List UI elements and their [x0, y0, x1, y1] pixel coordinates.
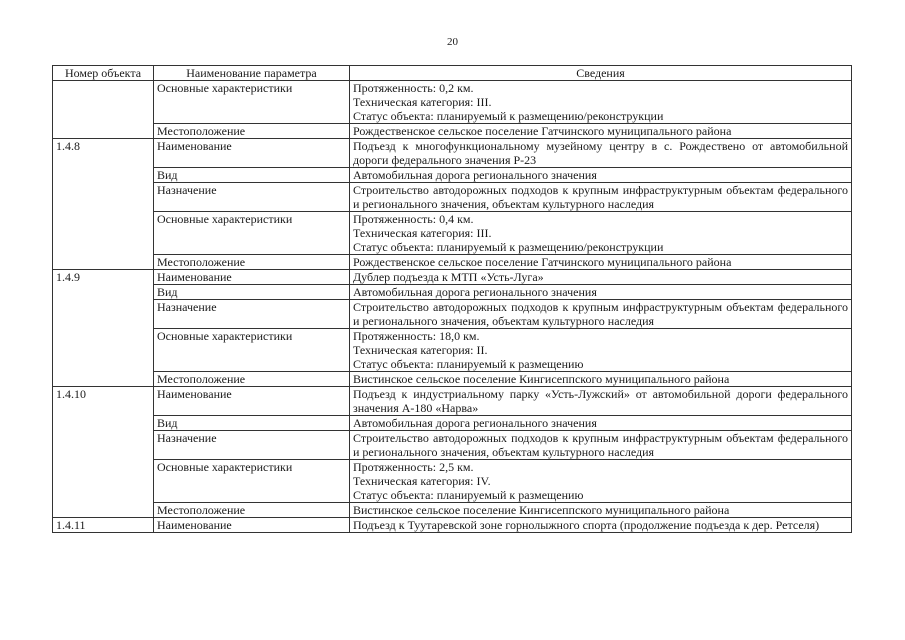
parameter-name-cell: Основные характеристики	[154, 460, 350, 503]
details-cell	[350, 503, 852, 518]
table-row	[53, 212, 852, 255]
details-line: Подъезд к Туутаревской зоне горнолыжного спорта (продолжение подъезда к дер. Ретселя)	[353, 518, 820, 532]
details-line: Подъезд к индустриальному парку «Усть-Лужский» от автомобильной дороги федерального значения А-180 «Нарва»	[353, 387, 848, 415]
table-row	[53, 460, 852, 503]
details-line: Автомобильная дорога регионального значения	[353, 168, 597, 182]
parameter-name-cell: Местоположение	[154, 124, 350, 139]
details-line: Строительство автодорожных подходов к крупным инфраструктурным объектам федерального и регионального значения, объектам культурного наследия	[353, 431, 848, 459]
table-body	[53, 81, 852, 533]
details-cell	[350, 255, 852, 270]
table-header-row	[53, 66, 852, 81]
parameter-name-cell: Назначение	[154, 431, 350, 460]
header-parameter-name: Наименование параметра	[154, 66, 350, 81]
table-row	[53, 431, 852, 460]
page-number: 20	[447, 36, 458, 48]
details-line: Рождественское сельское поселение Гатчинского муниципального района	[353, 255, 732, 269]
details-line: Автомобильная дорога регионального значения	[353, 416, 597, 430]
details-cell	[350, 168, 852, 183]
details-cell	[350, 285, 852, 300]
table-row	[53, 300, 852, 329]
details-cell	[350, 183, 852, 212]
details-line: Подъезд к многофункциональному музейному центру в с. Рождествено от автомобильной дороги федерального значения Р-23	[353, 139, 848, 167]
details-cell	[350, 329, 852, 372]
details-line: Техническая категория: III.	[353, 95, 492, 109]
details-line: Техническая категория: IV.	[353, 474, 491, 488]
details-line: Строительство автодорожных подходов к крупным инфраструктурным объектам федерального и регионального значения, объектам культурного наследия	[353, 183, 848, 211]
details-line: Дублер подъезда к МТП «Усть-Луга»	[353, 270, 544, 284]
table-row	[53, 416, 852, 431]
details-cell	[350, 212, 852, 255]
details-line: Строительство автодорожных подходов к крупным инфраструктурным объектам федерального и регионального значения, объектам культурного наследия	[353, 300, 848, 328]
object-number-cell: 1.4.11	[53, 518, 154, 533]
parameter-name-cell: Вид	[154, 168, 350, 183]
table-row	[53, 255, 852, 270]
parameter-name-cell: Местоположение	[154, 372, 350, 387]
details-line: Статус объекта: планируемый к размещению	[353, 357, 584, 371]
details-cell	[350, 81, 852, 124]
header-details: Сведения	[350, 66, 852, 81]
details-line: Статус объекта: планируемый к размещению	[353, 488, 584, 502]
parameter-name-cell: Основные характеристики	[154, 212, 350, 255]
details-cell	[350, 270, 852, 285]
parameter-name-cell: Назначение	[154, 300, 350, 329]
table-row	[53, 139, 852, 168]
details-line: Протяженность: 2,5 км.	[353, 460, 474, 474]
parameter-name-cell: Наименование	[154, 518, 350, 533]
details-line: Вистинское сельское поселение Кингисеппского муниципального района	[353, 503, 730, 517]
details-line: Протяженность: 0,4 км.	[353, 212, 474, 226]
parameter-name-cell: Вид	[154, 416, 350, 431]
object-number-cell: 1.4.10	[53, 387, 154, 518]
table-row	[53, 372, 852, 387]
table-row	[53, 503, 852, 518]
details-cell	[350, 124, 852, 139]
parameter-name-cell: Наименование	[154, 139, 350, 168]
details-line: Статус объекта: планируемый к размещению/реконструкции	[353, 240, 664, 254]
parameter-name-cell: Местоположение	[154, 503, 350, 518]
objects-table	[52, 65, 852, 533]
details-line: Протяженность: 0,2 км.	[353, 81, 474, 95]
parameter-name-cell: Вид	[154, 285, 350, 300]
details-line: Техническая категория: III.	[353, 226, 492, 240]
details-cell	[350, 372, 852, 387]
table-row	[53, 285, 852, 300]
table-row	[53, 183, 852, 212]
table-row	[53, 124, 852, 139]
object-number-cell: 1.4.8	[53, 139, 154, 270]
table-row	[53, 387, 852, 416]
details-cell	[350, 387, 852, 416]
object-number-cell	[53, 81, 154, 139]
parameter-name-cell: Основные характеристики	[154, 81, 350, 124]
parameter-name-cell: Основные характеристики	[154, 329, 350, 372]
details-line: Протяженность: 18,0 км.	[353, 329, 480, 343]
details-cell	[350, 139, 852, 168]
details-line: Рождественское сельское поселение Гатчинского муниципального района	[353, 124, 732, 138]
details-cell	[350, 460, 852, 503]
object-number-cell: 1.4.9	[53, 270, 154, 387]
details-line: Статус объекта: планируемый к размещению/реконструкции	[353, 109, 664, 123]
parameter-name-cell: Наименование	[154, 387, 350, 416]
table-row	[53, 270, 852, 285]
details-cell	[350, 416, 852, 431]
table-row	[53, 81, 852, 124]
table-row	[53, 329, 852, 372]
details-cell	[350, 518, 852, 533]
details-line: Вистинское сельское поселение Кингисеппского муниципального района	[353, 372, 730, 386]
details-line: Автомобильная дорога регионального значения	[353, 285, 597, 299]
details-line: Техническая категория: II.	[353, 343, 488, 357]
parameter-name-cell: Наименование	[154, 270, 350, 285]
parameter-name-cell: Назначение	[154, 183, 350, 212]
parameter-name-cell: Местоположение	[154, 255, 350, 270]
table-row	[53, 518, 852, 533]
details-cell	[350, 300, 852, 329]
header-object-number: Номер объекта	[53, 66, 154, 81]
details-cell	[350, 431, 852, 460]
table-row	[53, 168, 852, 183]
